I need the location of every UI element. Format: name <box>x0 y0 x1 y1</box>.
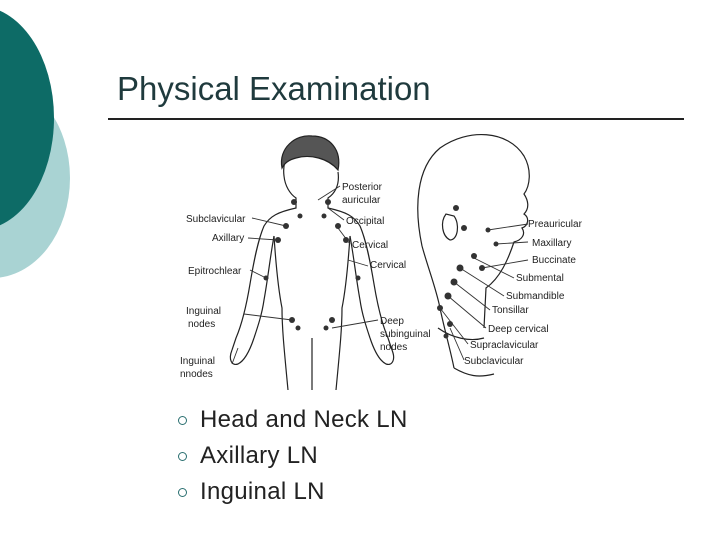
bullet-circle-icon <box>178 416 187 425</box>
label-submental: Submental <box>516 273 564 284</box>
label-submandible: Submandible <box>506 291 565 302</box>
bullet-text: Inguinal LN <box>200 478 325 505</box>
bullet-item <box>178 474 408 510</box>
bullet-text: Axillary LN <box>200 442 318 469</box>
bullet-circle-icon <box>178 452 187 461</box>
label-epitrochlear: Epitrochlear <box>188 266 242 277</box>
label-tonsillar: Tonsillar <box>492 305 529 316</box>
bullet-circle-icon <box>178 488 187 497</box>
child-left-arm-inner <box>254 236 274 338</box>
label-deep-cervical: Deep cervical <box>488 324 549 335</box>
label-maxillary: Maxillary <box>532 238 572 249</box>
left-hand <box>230 338 254 364</box>
ear <box>443 214 458 240</box>
title-divider <box>108 118 684 120</box>
label-inguinal-nodes-1: Inguinal <box>186 306 222 317</box>
label-inguinal-nnodes-2: nnodes <box>180 369 213 380</box>
label-deep-subinguinal-1: Deep <box>380 316 404 327</box>
label-inguinal-nodes-2: nodes <box>188 319 216 330</box>
label-buccinate: Buccinate <box>532 255 576 266</box>
label-head-subclavicular: Subclavicular <box>464 356 524 367</box>
label-cervical-2: Cervical <box>370 260 407 271</box>
label-occipital: Occipital <box>346 216 385 227</box>
bullet-item <box>178 438 408 474</box>
label-axillary: Axillary <box>212 233 245 244</box>
bullet-text: Head and Neck LN <box>200 406 408 433</box>
label-preauricular: Preauricular <box>528 219 582 230</box>
label-deep-subinguinal-2: subinguinal <box>380 329 431 340</box>
bullet-item <box>178 402 408 438</box>
label-subclavicular: Subclavicular <box>186 214 246 225</box>
slide-title: Physical Examination <box>117 70 431 107</box>
label-posterior-auricular-2: auricular <box>342 195 381 206</box>
lymph-node-illustration <box>178 128 590 390</box>
label-cervical-1: Cervical <box>352 240 389 251</box>
bullet-list <box>178 402 408 510</box>
child-hair <box>281 136 338 170</box>
label-posterior-auricular-1: Posterior <box>342 182 383 193</box>
label-inguinal-nnodes-1: Inguinal <box>180 356 216 367</box>
label-supraclavicular: Supraclavicular <box>470 340 539 351</box>
label-deep-subinguinal-3: nodes <box>380 342 408 353</box>
